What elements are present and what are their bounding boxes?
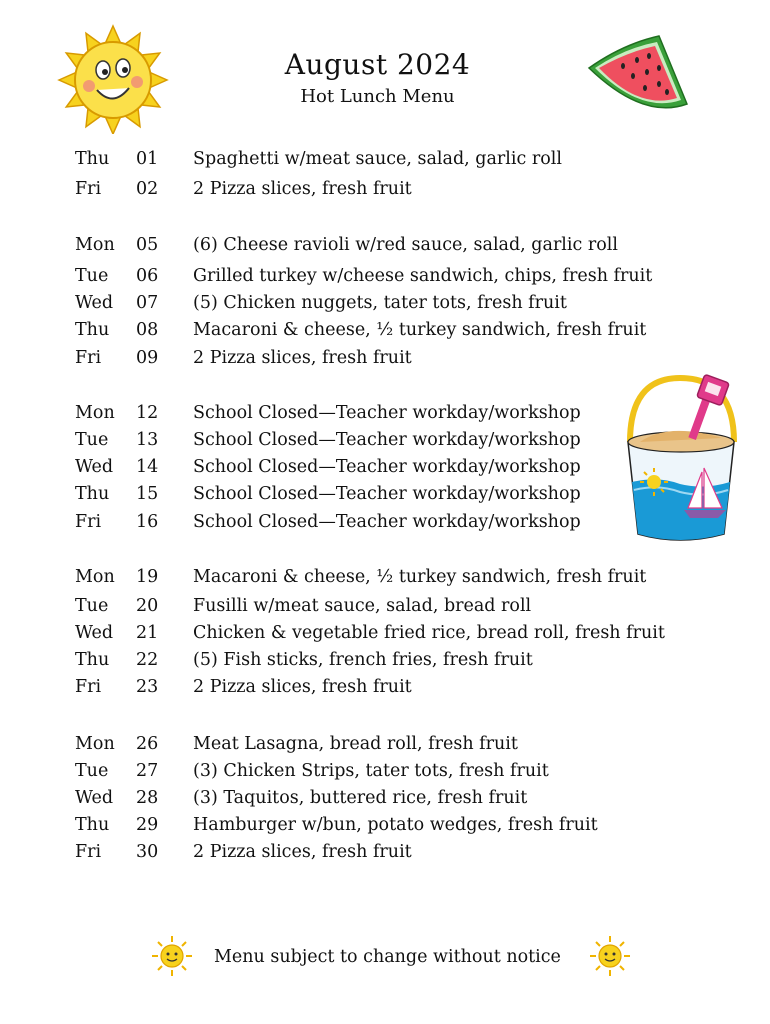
- day-label: Fri: [75, 677, 102, 697]
- date-label: 30: [136, 842, 159, 862]
- day-label: Tue: [75, 761, 109, 781]
- meal-label: Grilled turkey w/cheese sandwich, chips, fresh fruit: [193, 266, 653, 286]
- page-subtitle: Hot Lunch Menu: [300, 86, 455, 107]
- day-label: Wed: [75, 457, 114, 477]
- day-label: Mon: [75, 567, 115, 587]
- date-label: 29: [136, 815, 159, 835]
- day-label: Mon: [75, 734, 115, 754]
- meal-label: (3) Chicken Strips, tater tots, fresh fruit: [193, 761, 549, 781]
- small-sun-icon: [150, 934, 194, 978]
- meal-label: (5) Chicken nuggets, tater tots, fresh fruit: [193, 293, 567, 313]
- day-label: Fri: [75, 842, 102, 862]
- date-label: 16: [136, 512, 159, 532]
- date-label: 22: [136, 650, 159, 670]
- meal-label: (3) Taquitos, buttered rice, fresh fruit: [193, 788, 528, 808]
- meal-label: School Closed—Teacher workday/workshop: [193, 512, 581, 532]
- date-label: 26: [136, 734, 159, 754]
- meal-label: (5) Fish sticks, french fries, fresh fruit: [193, 650, 533, 670]
- meal-label: School Closed—Teacher workday/workshop: [193, 457, 581, 477]
- meal-label: Fusilli w/meat sauce, salad, bread roll: [193, 596, 532, 616]
- date-label: 13: [136, 430, 159, 450]
- date-label: 27: [136, 761, 159, 781]
- page-title: August 2024: [284, 48, 471, 81]
- date-label: 20: [136, 596, 159, 616]
- day-label: Thu: [75, 815, 110, 835]
- meal-label: Macaroni & cheese, ½ turkey sandwich, fresh fruit: [193, 567, 647, 587]
- date-label: 08: [136, 320, 159, 340]
- day-label: Thu: [75, 320, 110, 340]
- date-label: 06: [136, 266, 159, 286]
- day-label: Mon: [75, 235, 115, 255]
- day-label: Wed: [75, 623, 114, 643]
- meal-label: Meat Lasagna, bread roll, fresh fruit: [193, 734, 518, 754]
- day-label: Wed: [75, 788, 114, 808]
- date-label: 19: [136, 567, 159, 587]
- meal-label: (6) Cheese ravioli w/red sauce, salad, garlic roll: [193, 235, 618, 255]
- date-label: 28: [136, 788, 159, 808]
- meal-label: School Closed—Teacher workday/workshop: [193, 484, 581, 504]
- date-label: 14: [136, 457, 159, 477]
- meal-label: Spaghetti w/meat sauce, salad, garlic roll: [193, 149, 562, 169]
- day-label: Tue: [75, 430, 109, 450]
- small-sun-icon: [588, 934, 632, 978]
- date-label: 05: [136, 235, 159, 255]
- meal-label: School Closed—Teacher workday/workshop: [193, 403, 581, 423]
- date-label: 09: [136, 348, 159, 368]
- date-label: 23: [136, 677, 159, 697]
- meal-label: Hamburger w/bun, potato wedges, fresh fruit: [193, 815, 598, 835]
- day-label: Fri: [75, 512, 102, 532]
- date-label: 21: [136, 623, 159, 643]
- watermelon-slice-icon: [583, 34, 693, 120]
- day-label: Tue: [75, 266, 109, 286]
- day-label: Mon: [75, 403, 115, 423]
- date-label: 02: [136, 179, 159, 199]
- day-label: Thu: [75, 484, 110, 504]
- meal-label: 2 Pizza slices, fresh fruit: [193, 179, 412, 199]
- day-label: Fri: [75, 348, 102, 368]
- date-label: 07: [136, 293, 159, 313]
- meal-label: Macaroni & cheese, ½ turkey sandwich, fresh fruit: [193, 320, 647, 340]
- date-label: 15: [136, 484, 159, 504]
- meal-label: School Closed—Teacher workday/workshop: [193, 430, 581, 450]
- smiling-sun-icon: [55, 24, 170, 134]
- day-label: Thu: [75, 149, 110, 169]
- date-label: 01: [136, 149, 159, 169]
- meal-label: 2 Pizza slices, fresh fruit: [193, 677, 412, 697]
- day-label: Tue: [75, 596, 109, 616]
- meal-label: 2 Pizza slices, fresh fruit: [193, 348, 412, 368]
- meal-label: 2 Pizza slices, fresh fruit: [193, 842, 412, 862]
- date-label: 12: [136, 403, 159, 423]
- meal-label: Chicken & vegetable fried rice, bread roll, fresh fruit: [193, 623, 665, 643]
- footer-note: Menu subject to change without notice: [214, 947, 561, 967]
- day-label: Fri: [75, 179, 102, 199]
- day-label: Thu: [75, 650, 110, 670]
- sand-bucket-icon: [618, 372, 744, 548]
- day-label: Wed: [75, 293, 114, 313]
